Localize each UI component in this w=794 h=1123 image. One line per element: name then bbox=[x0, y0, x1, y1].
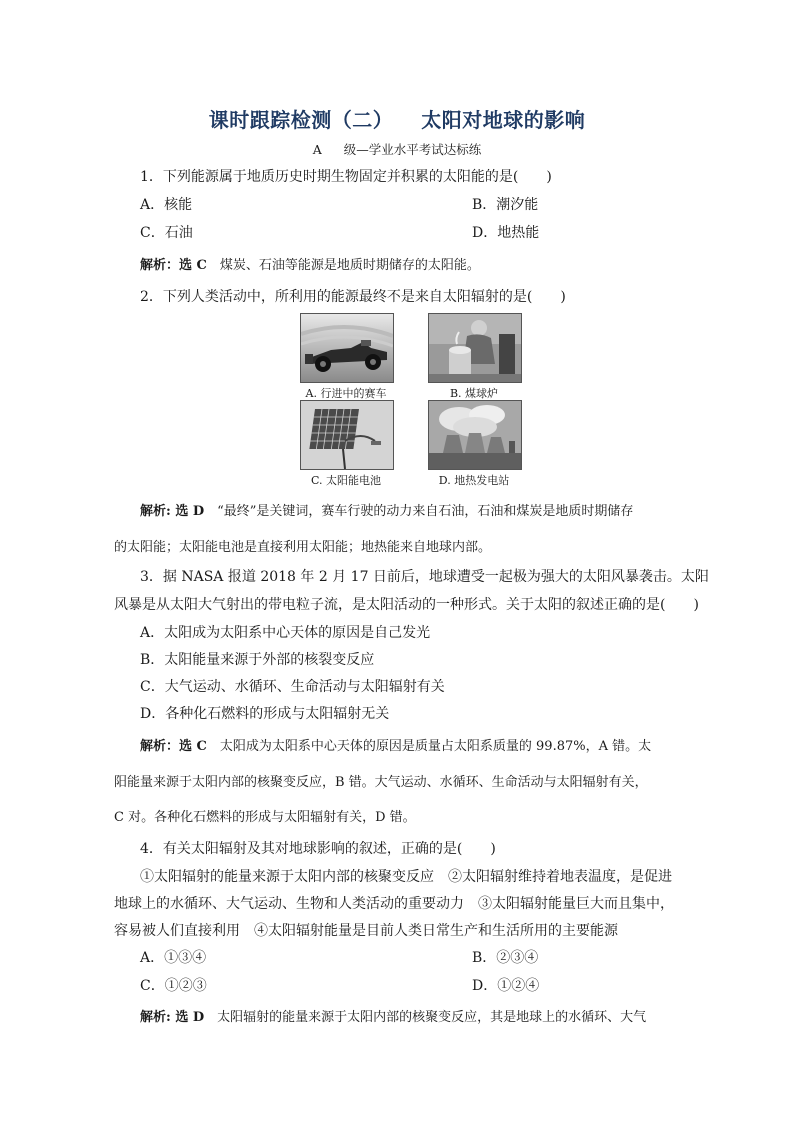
q2-solution-line1 bbox=[140, 500, 633, 519]
q3-option-b: B．太阳能量来源于外部的核裂变反应 bbox=[140, 652, 375, 668]
q2-solution-text-1: “最终”是关键词，赛车行驶的动力来自石油，石油和煤炭是地质时期储存 bbox=[217, 504, 634, 519]
q3-solution-line3: C 对。各种化石燃料的形成与太阳辐射有关，D 错。 bbox=[114, 810, 416, 825]
q1-solution-text: 煤炭、石油等能源是地质时期储存的太阳能。 bbox=[219, 258, 480, 273]
level-heading bbox=[0, 140, 794, 158]
level-letter: A bbox=[312, 142, 322, 157]
q3-stem-line2: 风暴是从太阳大气射出的带电粒子流，是太阳活动的一种形式。关于太阳的叙述正确的是( ) bbox=[114, 597, 699, 613]
coal-stove-image bbox=[428, 313, 522, 383]
title-part2: 太阳对地球的影响 bbox=[421, 108, 586, 132]
q4-body-line3: 容易被人们直接利用 ④太阳辐射能量是目前人类日常生产和生活所用的主要能源 bbox=[114, 923, 618, 939]
q2-stem: 2．下列人类活动中，所利用的能源最终不是来自太阳辐射的是( ) bbox=[140, 289, 566, 305]
q4-body-line2: 地球上的水循环、大气运动、生物和人类活动的重要动力 ③太阳辐射能量巨大而且集中， bbox=[114, 896, 674, 912]
q2-solution-label: 解析: 选 D bbox=[140, 504, 205, 519]
solar-panel-image bbox=[300, 400, 394, 470]
q4-body-line1: ①太阳辐射的能量来源于太阳内部的核聚变反应 ②太阳辐射维持着地表温度，是促进 bbox=[140, 869, 672, 885]
caption-c: C. 太阳能电池 bbox=[310, 474, 382, 487]
q1-solution-label: 解析：选 C bbox=[140, 258, 207, 273]
caption-b: B. 煤球炉 bbox=[449, 387, 499, 400]
caption-a: A. 行进中的赛车 bbox=[305, 387, 387, 400]
q4-option-d: D．①②④ bbox=[472, 978, 540, 994]
q4-option-c: C．①②③ bbox=[140, 978, 207, 994]
q4-solution bbox=[140, 1006, 646, 1025]
q4-solution-label: 解析: 选 D bbox=[140, 1010, 205, 1025]
q4-solution-text: 太阳辐射的能量来源于太阳内部的核聚变反应，其是地球上的水循环、大气 bbox=[217, 1010, 647, 1025]
q1-solution bbox=[140, 254, 480, 273]
page-title bbox=[0, 104, 794, 133]
geothermal-station-image bbox=[428, 400, 522, 470]
race-car-image bbox=[300, 313, 394, 383]
q3-stem-line1: 3．据 NASA 报道 2018 年 2 月 17 日前后，地球遭受一起极为强大的太阳风暴袭击。太阳 bbox=[140, 569, 709, 585]
q4-stem: 4．有关太阳辐射及其对地球影响的叙述，正确的是( ) bbox=[140, 841, 496, 857]
q1-option-c: C．石油 bbox=[140, 225, 193, 241]
q3-solution-text-1: 太阳成为太阳系中心天体的原因是质量占太阳系质量的 99.87%，A 错。太 bbox=[219, 739, 652, 754]
q1-option-b: B．潮汐能 bbox=[472, 197, 539, 213]
q4-option-b: B．②③④ bbox=[472, 950, 539, 966]
title-part1: 课时跟踪检测（二） bbox=[208, 108, 394, 132]
q3-option-a: A．太阳成为太阳系中心天体的原因是自己发光 bbox=[140, 625, 431, 641]
q3-solution-line2: 阳能量来源于太阳内部的核聚变反应，B 错。大气运动、水循环、生命活动与太阳辐射有关， bbox=[114, 775, 648, 790]
q3-option-d: D．各种化石燃料的形成与太阳辐射无关 bbox=[140, 706, 390, 722]
q1-option-d: D．地热能 bbox=[472, 225, 540, 241]
caption-d: D. 地热发电站 bbox=[438, 474, 510, 487]
q4-option-a: A．①③④ bbox=[140, 950, 207, 966]
level-text: 级—学业水平考试达标练 bbox=[343, 142, 482, 157]
q3-solution-line1 bbox=[140, 735, 651, 754]
q1-stem: 1．下列能源属于地质历史时期生物固定并积累的太阳能的是( ) bbox=[140, 169, 552, 185]
q3-solution-label: 解析：选 C bbox=[140, 739, 207, 754]
q1-option-a: A．核能 bbox=[140, 197, 193, 213]
q2-solution-line2: 的太阳能；太阳能电池是直接利用太阳能；地热能来自地球内部。 bbox=[114, 540, 492, 555]
q3-option-c: C．大气运动、水循环、生命活动与太阳辐射有关 bbox=[140, 679, 445, 695]
